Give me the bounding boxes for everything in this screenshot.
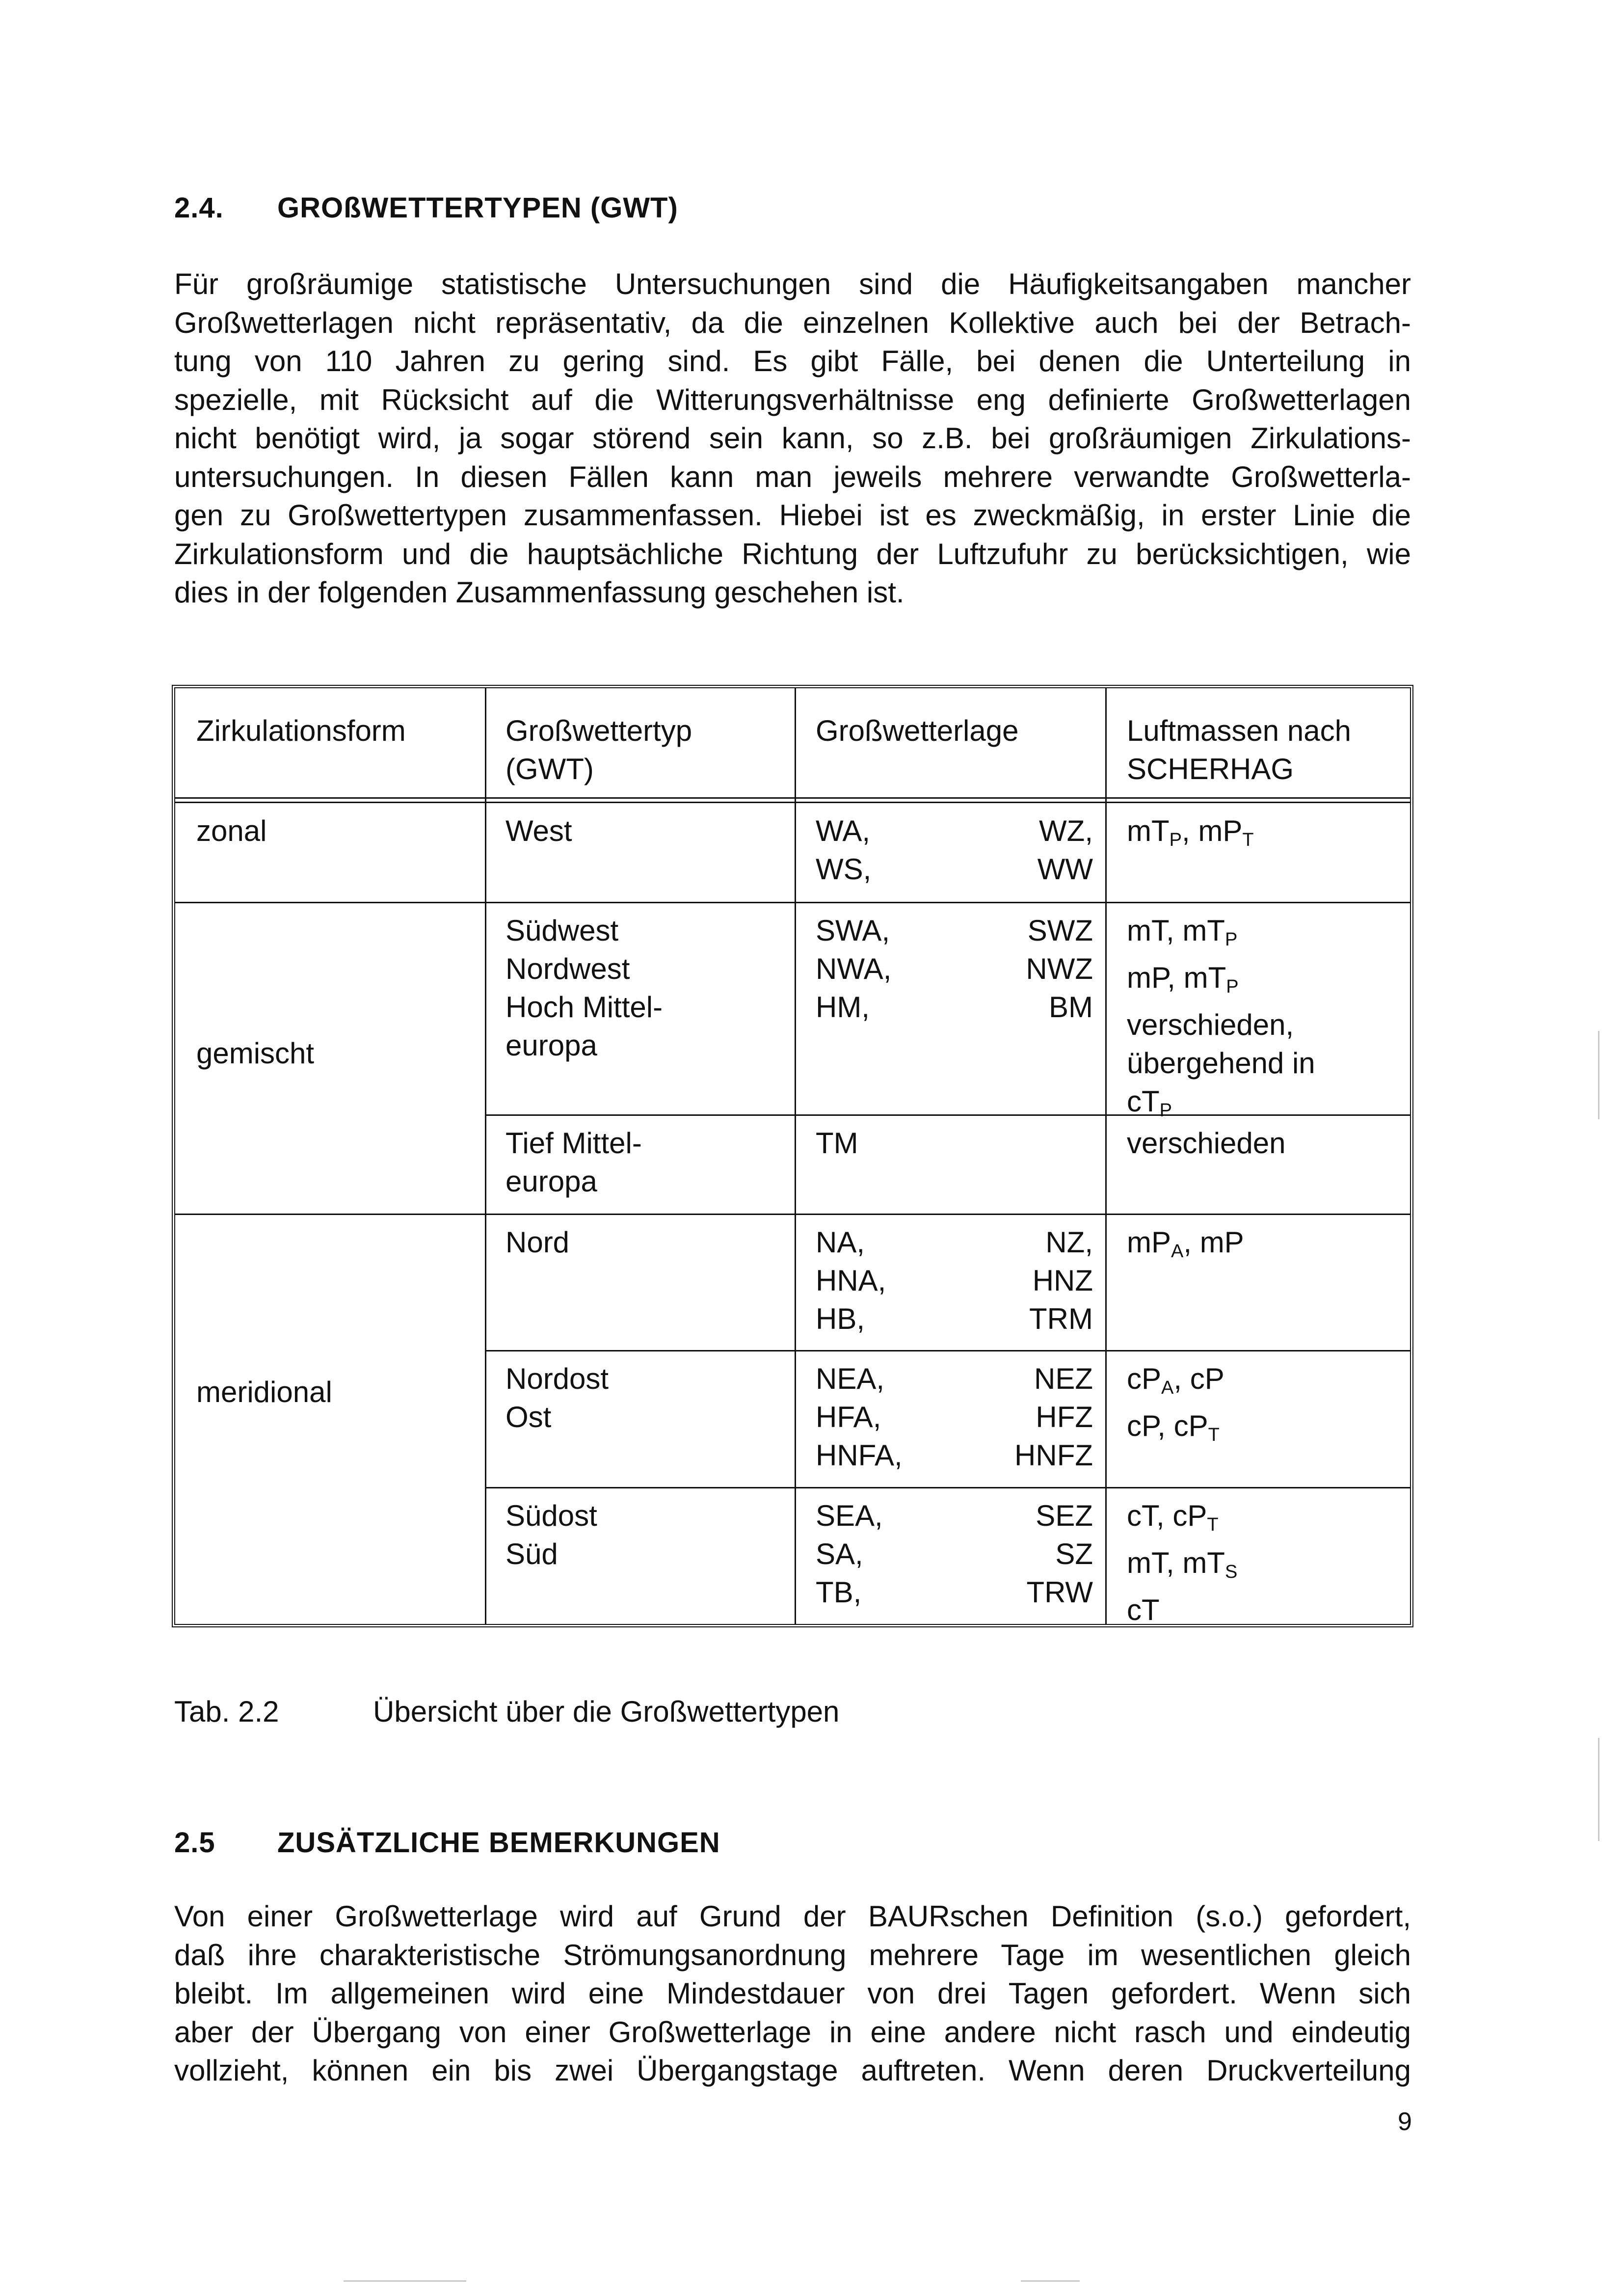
caption-text: Übersicht über die Großwettertypen [373,1695,840,1728]
paragraph-line: nicht benötigt wird, ja sogar störend sein kann, so z.B. bei großräumigen Zirkulations- [174,422,1411,455]
row-divider [485,1487,1410,1488]
gwl-code: HNZ [1032,1264,1093,1297]
gwl-code: HNFA, [816,1439,903,1472]
air-text: , mP [1182,814,1243,847]
type-line: Hoch Mittel- [506,991,663,1024]
gwl-code: NWA, [816,952,892,985]
paragraph-line: Großwetterlagen nicht repräsentativ, da die einzelnen Kollektive auch bei der Betrach- [174,306,1411,339]
gwl-code: SA, [816,1538,863,1570]
air-line [1127,959,1315,1006]
air-line [1127,1497,1237,1544]
paragraph-line: bleibt. Im allgemeinen wird eine Mindestdauer von drei Tagen gefordert. Wenn sich [174,1977,1411,2010]
column-divider [795,688,796,1624]
paragraph-line: tung von 110 Jahren zu gering sind. Es gibt Fälle, bei denen die Unterteilung in [174,345,1411,378]
type-line: europa [506,1029,597,1062]
type-line: europa [506,1165,597,1198]
air-line [1127,1223,1244,1270]
air-line [1127,1544,1237,1591]
section-number: 2.5 [174,1827,215,1859]
gwl-line [816,1300,1093,1338]
type-west: West [506,814,572,847]
air-line [1127,1360,1224,1407]
gwl-code: SZ [1055,1538,1093,1570]
type-line: Ost [506,1401,552,1433]
gwl-line [816,1573,1093,1612]
type-line: Nordwest [506,952,630,985]
air-subscript: T [1208,1425,1220,1445]
header-grosswettertyp [506,712,692,788]
air-text: mP [1127,1226,1171,1259]
gwl-code: SEA, [816,1499,883,1532]
gwl-line [816,1223,1093,1262]
form-meridional: meridional [196,1376,332,1408]
gwl-code: TRW [1026,1576,1093,1609]
caption-label: Tab. 2.2 [174,1695,279,1728]
type-line: Südwest [506,914,619,947]
gwl-line [816,812,1093,850]
form-zonal: zonal [196,814,267,847]
paragraph-line: daß ihre charakteristische Strömungsanordnung mehrere Tage im wesentlichen gleich [174,1938,1411,1972]
header-line: Luftmassen nach [1127,714,1351,747]
gwl-nord [816,1223,1093,1338]
section-heading-2-5 [174,1826,720,1859]
gwl-code: TB, [816,1576,862,1609]
air-text: mP, mT [1127,961,1226,994]
air-text: übergehend in [1127,1047,1315,1080]
gwl-code: SWA, [816,914,890,947]
air-tm: verschieden [1127,1127,1286,1160]
form-gemischt: gemischt [196,1037,315,1070]
gwl-code: HNFZ [1014,1439,1093,1472]
air-subscript: P [1159,1100,1172,1121]
gwl-code: NA, [816,1226,865,1259]
gwl-code: WA, [816,814,871,847]
air-text: mT [1127,814,1170,847]
air-west [1127,812,1254,859]
air-text: , mP [1183,1226,1244,1259]
type-suedost [506,1497,597,1573]
air-subscript: A [1171,1241,1184,1262]
header-zirkulationsform: Zirkulationsform [196,714,406,747]
gwl-line [816,1497,1093,1535]
column-divider [1105,688,1107,1624]
air-text: , cP [1173,1362,1224,1395]
gwl-code: TRM [1029,1302,1093,1335]
gwl-code: WS, [816,853,872,886]
paragraph-line: Von einer Großwetterlage wird auf Grund der BAURschen Definition (s.o.) gefordert, [174,1900,1411,1933]
paragraph-line: gen zu Großwettertypen zusammenfassen. Hiebei ist es zweckmäßig, in erster Linie die [174,499,1411,532]
type-line: Nordost [506,1362,609,1395]
page-number: 9 [1398,2107,1412,2136]
header-line: SCHERHAG [1127,753,1294,785]
header-line: Großwettertyp [506,714,692,747]
paragraph-line: untersuchungen. In diesen Fällen kann man jeweils mehrere verwandte Großwetterla- [174,460,1411,493]
gwl-code: SEZ [1036,1499,1093,1532]
row-divider [175,1214,1410,1215]
scan-artifact [1021,2280,1080,2282]
type-line: Südost [506,1499,597,1532]
paragraph-line: dies in der folgenden Zusammenfassung geschehen ist. [174,576,905,609]
gwl-suedost [816,1497,1093,1612]
gwl-line [816,1436,1093,1475]
paragraph-line: Zirkulationsform und die hauptsächliche Richtung der Luftzufuhr zu berücksichtigen, wie [174,537,1411,570]
gwl-line [816,950,1093,988]
type-line: Tief Mittel- [506,1127,642,1160]
air-text: verschieden, [1127,1008,1294,1041]
air-mixed [1127,912,1315,1130]
gwl-line [816,850,1093,889]
gwl-code: HM, [816,991,870,1024]
gwl-code: BM [1049,991,1093,1024]
gwl-tm: TM [816,1127,858,1160]
air-subscript: T [1207,1514,1219,1535]
air-text: mT, mT [1127,914,1225,947]
header-line: (GWT) [506,753,594,785]
section-number: 2.4. [174,192,224,224]
gwl-nordost [816,1360,1093,1475]
air-line [1127,1044,1315,1082]
type-line: Süd [506,1538,558,1570]
air-text: cT [1127,1085,1160,1118]
scan-artifact [1598,1738,1599,1841]
gwl-code: NWZ [1026,952,1093,985]
air-line [1127,1591,1237,1629]
table-caption [174,1695,839,1729]
type-tm [506,1124,642,1201]
gwl-code: HFZ [1036,1401,1093,1433]
air-subscript: P [1169,830,1182,850]
air-subscript: T [1242,830,1254,850]
paragraph-2-4 [174,265,1411,612]
gwl-line [816,1535,1093,1573]
gwl-line [816,1398,1093,1436]
air-subscript: P [1224,929,1238,950]
air-text: cP [1127,1362,1162,1395]
air-nordost [1127,1360,1224,1454]
scan-artifact [344,2280,466,2282]
paragraph-2-5 [174,1897,1411,2090]
gwl-code: HB, [816,1302,865,1335]
air-line [1127,812,1254,859]
row-divider [175,902,1410,903]
air-subscript: P [1226,976,1239,997]
section-heading-2-4 [174,191,678,224]
type-nordost [506,1360,609,1436]
header-divider [175,797,1410,803]
section-title: GROßWETTERTYPEN (GWT) [277,192,678,224]
air-text: mT, mT [1127,1546,1225,1579]
paragraph-line: spezielle, mit Rücksicht auf die Witterungsverhältnisse eng definierte Großwetterlagen [174,383,1411,416]
air-line [1127,912,1315,959]
gwl-code: HFA, [816,1401,881,1433]
gwl-code: WZ, [1039,814,1093,847]
gwl-mixed [816,912,1093,1026]
gwl-west [816,812,1093,889]
paragraph-line: aber der Übergang von einer Großwetterlage in eine andere nicht rasch und eindeutig [174,2015,1411,2049]
header-grosswetterlage: Großwetterlage [816,714,1019,747]
section-title: ZUSÄTZLICHE BEMERKUNGEN [277,1827,720,1859]
gwl-line [816,1360,1093,1398]
air-text: cP, cP [1127,1409,1208,1442]
type-nord: Nord [506,1226,570,1259]
type-mixed [506,912,663,1065]
air-line [1127,1006,1315,1044]
row-divider [485,1350,1410,1351]
grosswettertypen-table [172,685,1413,1627]
air-text: cT, cP [1127,1499,1207,1532]
column-divider [485,688,486,1624]
paragraph-line: vollzieht, können ein bis zwei Übergangstage auftreten. Wenn deren Druckverteilung [174,2054,1411,2087]
air-line [1127,1082,1315,1130]
gwl-line [816,912,1093,950]
air-nord [1127,1223,1244,1270]
header-luftmassen [1127,712,1351,788]
air-text: cT [1127,1594,1160,1626]
air-subscript: S [1224,1562,1238,1582]
scan-artifact [1598,1031,1599,1119]
gwl-line [816,988,1093,1026]
gwl-code: HNA, [816,1264,886,1297]
paragraph-line: Für großräumige statistische Untersuchungen sind die Häufigkeitsangaben mancher [174,268,1411,300]
gwl-code: NZ, [1045,1226,1093,1259]
air-subscript: A [1161,1378,1174,1398]
gwl-code: WW [1037,853,1093,886]
gwl-code: NEA, [816,1362,885,1395]
gwl-code: SWZ [1027,914,1093,947]
air-line [1127,1407,1224,1454]
gwl-code: NEZ [1034,1362,1093,1395]
air-suedost [1127,1497,1237,1629]
gwl-line [816,1262,1093,1300]
